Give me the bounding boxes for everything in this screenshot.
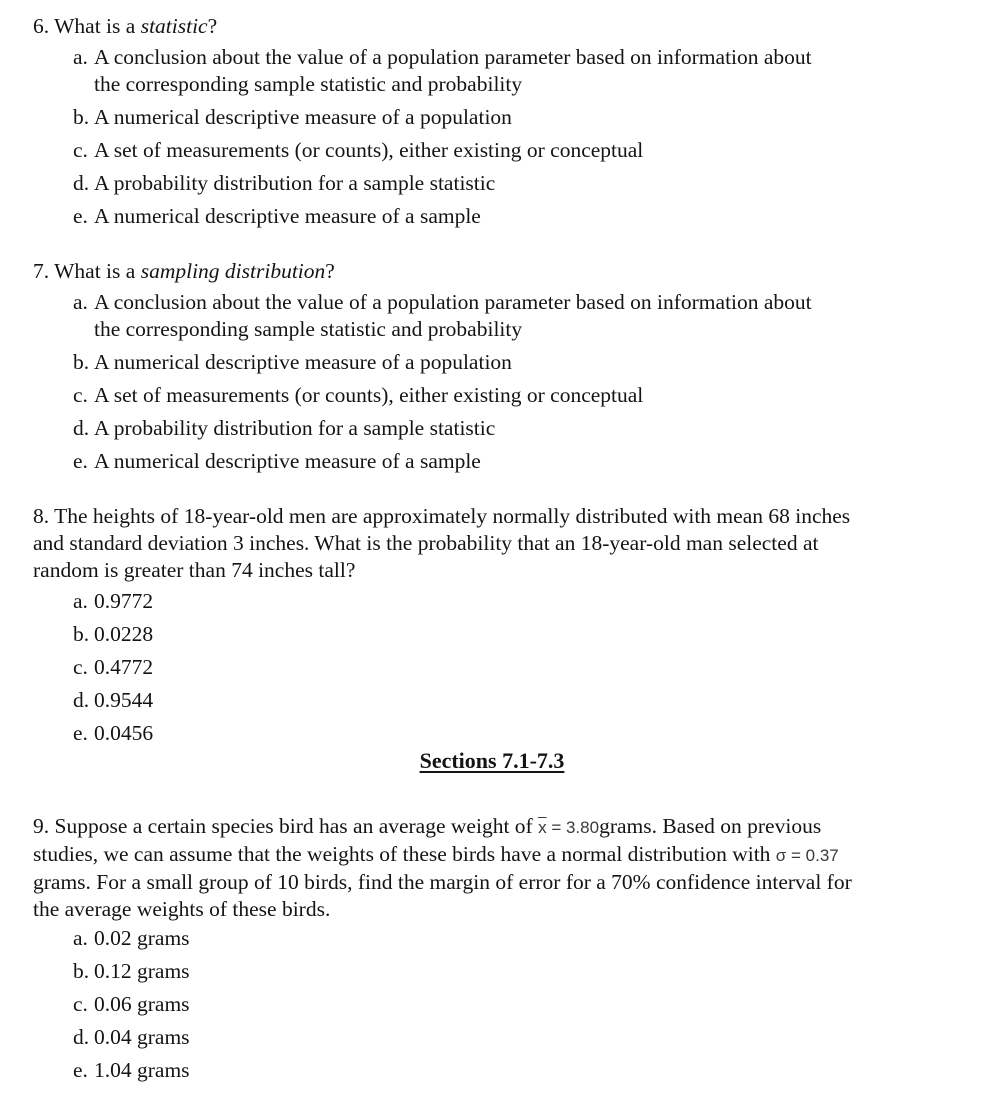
option-a	[33, 44, 943, 98]
question-8	[33, 503, 943, 747]
question-8-options	[33, 588, 943, 747]
option-text	[94, 289, 943, 343]
stem-line: and standard deviation 3 inches. What is the probability that an 18-year-old man selected at	[33, 531, 819, 555]
option-letter: c.	[73, 655, 88, 679]
option-text: 1.04 grams	[94, 1058, 190, 1082]
question-6	[33, 13, 943, 230]
question-9-stem	[33, 813, 943, 923]
option-line: the corresponding sample statistic and probability	[94, 317, 523, 341]
stem-text-end: ?	[207, 14, 218, 38]
option-text: 0.02 grams	[94, 926, 190, 950]
option-letter: b.	[73, 105, 90, 129]
option-letter: e.	[73, 1058, 88, 1082]
question-7-options	[33, 289, 943, 475]
option-text: 0.0228	[94, 622, 154, 646]
option-text: A set of measurements (or counts), either existing or conceptual	[94, 383, 644, 407]
option-letter: a.	[73, 45, 88, 69]
sigma-expression: σ = 0.37	[775, 846, 839, 865]
option-d	[33, 170, 943, 197]
option-text: 0.06 grams	[94, 992, 190, 1016]
question-number: 7.	[33, 259, 50, 283]
option-letter: a.	[73, 589, 88, 613]
option-text: 0.0456	[94, 721, 154, 745]
section-heading-text: Sections 7.1-7.3	[419, 748, 565, 773]
question-9	[33, 813, 943, 1084]
option-letter: e.	[73, 449, 88, 473]
option-e	[33, 203, 943, 230]
question-8-stem	[33, 503, 943, 584]
stem-text: Suppose a certain species bird has an average weight of	[54, 814, 533, 838]
option-c	[33, 654, 943, 681]
option-c	[33, 382, 943, 409]
question-number: 6.	[33, 14, 50, 38]
option-a	[33, 588, 943, 615]
option-c	[33, 991, 943, 1018]
stem-line: The heights of 18-year-old men are approximately normally distributed with mean 68 inches	[54, 504, 851, 528]
question-9-options	[33, 925, 943, 1084]
option-e	[33, 1057, 943, 1084]
option-text: A set of measurements (or counts), either existing or conceptual	[94, 138, 644, 162]
question-7-stem	[33, 258, 943, 285]
stem-text: grams. Based on previous	[599, 814, 822, 838]
question-number: 9.	[33, 814, 50, 838]
option-letter: c.	[73, 138, 88, 162]
option-c	[33, 137, 943, 164]
option-text: 0.04 grams	[94, 1025, 190, 1049]
option-letter: a.	[73, 926, 88, 950]
stem-text: What is a	[54, 259, 141, 283]
option-e	[33, 720, 943, 747]
option-e	[33, 448, 943, 475]
xbar-expression	[538, 818, 599, 837]
question-6-options	[33, 44, 943, 230]
question-6-stem	[33, 13, 943, 40]
option-letter: c.	[73, 383, 88, 407]
question-number: 8.	[33, 504, 50, 528]
option-text: A numerical descriptive measure of a sample	[94, 449, 481, 473]
option-b	[33, 621, 943, 648]
option-line: A conclusion about the value of a population parameter based on information about	[94, 290, 812, 314]
option-b	[33, 958, 943, 985]
option-b	[33, 104, 943, 131]
option-b	[33, 349, 943, 376]
option-text: A numerical descriptive measure of a population	[94, 350, 512, 374]
section-heading	[0, 748, 984, 774]
option-letter: b.	[73, 959, 90, 983]
stem-line: grams. For a small group of 10 birds, find the margin of error for a 70% confidence interval for	[33, 870, 852, 894]
option-text: 0.4772	[94, 655, 154, 679]
option-letter: e.	[73, 204, 88, 228]
stem-emphasis: statistic	[140, 14, 208, 38]
option-d	[33, 415, 943, 442]
option-letter: c.	[73, 992, 88, 1016]
option-letter: d.	[73, 1025, 90, 1049]
option-letter: d.	[73, 416, 90, 440]
option-letter: b.	[73, 350, 90, 374]
option-text: A probability distribution for a sample statistic	[94, 171, 496, 195]
option-a	[33, 925, 943, 952]
stem-line: random is greater than 74 inches tall?	[33, 558, 356, 582]
question-7	[33, 258, 943, 475]
stem-line: studies, we can assume that the weights of these birds have a normal distribution with	[33, 842, 771, 866]
stem-line: the average weights of these birds.	[33, 897, 331, 921]
option-a	[33, 289, 943, 343]
option-line: the corresponding sample statistic and probability	[94, 72, 523, 96]
xbar-value: = 3.80	[551, 818, 600, 837]
option-line: A conclusion about the value of a population parameter based on information about	[94, 45, 812, 69]
stem-emphasis: sampling distribution	[140, 259, 326, 283]
stem-text-end: ?	[325, 259, 335, 283]
option-text: A probability distribution for a sample statistic	[94, 416, 496, 440]
option-d	[33, 687, 943, 714]
option-letter: b.	[73, 622, 90, 646]
option-text: A numerical descriptive measure of a population	[94, 105, 512, 129]
option-text: 0.9772	[94, 589, 154, 613]
option-letter: e.	[73, 721, 88, 745]
option-text: 0.9544	[94, 688, 154, 712]
option-text: A numerical descriptive measure of a sample	[94, 204, 481, 228]
stem-text: What is a	[54, 14, 141, 38]
option-text: 0.12 grams	[94, 959, 190, 983]
option-letter: d.	[73, 171, 90, 195]
option-letter: a.	[73, 290, 88, 314]
option-letter: d.	[73, 688, 90, 712]
option-text	[94, 44, 943, 98]
xbar-symbol: $\overline{x}$	[538, 818, 547, 837]
option-d	[33, 1024, 943, 1051]
